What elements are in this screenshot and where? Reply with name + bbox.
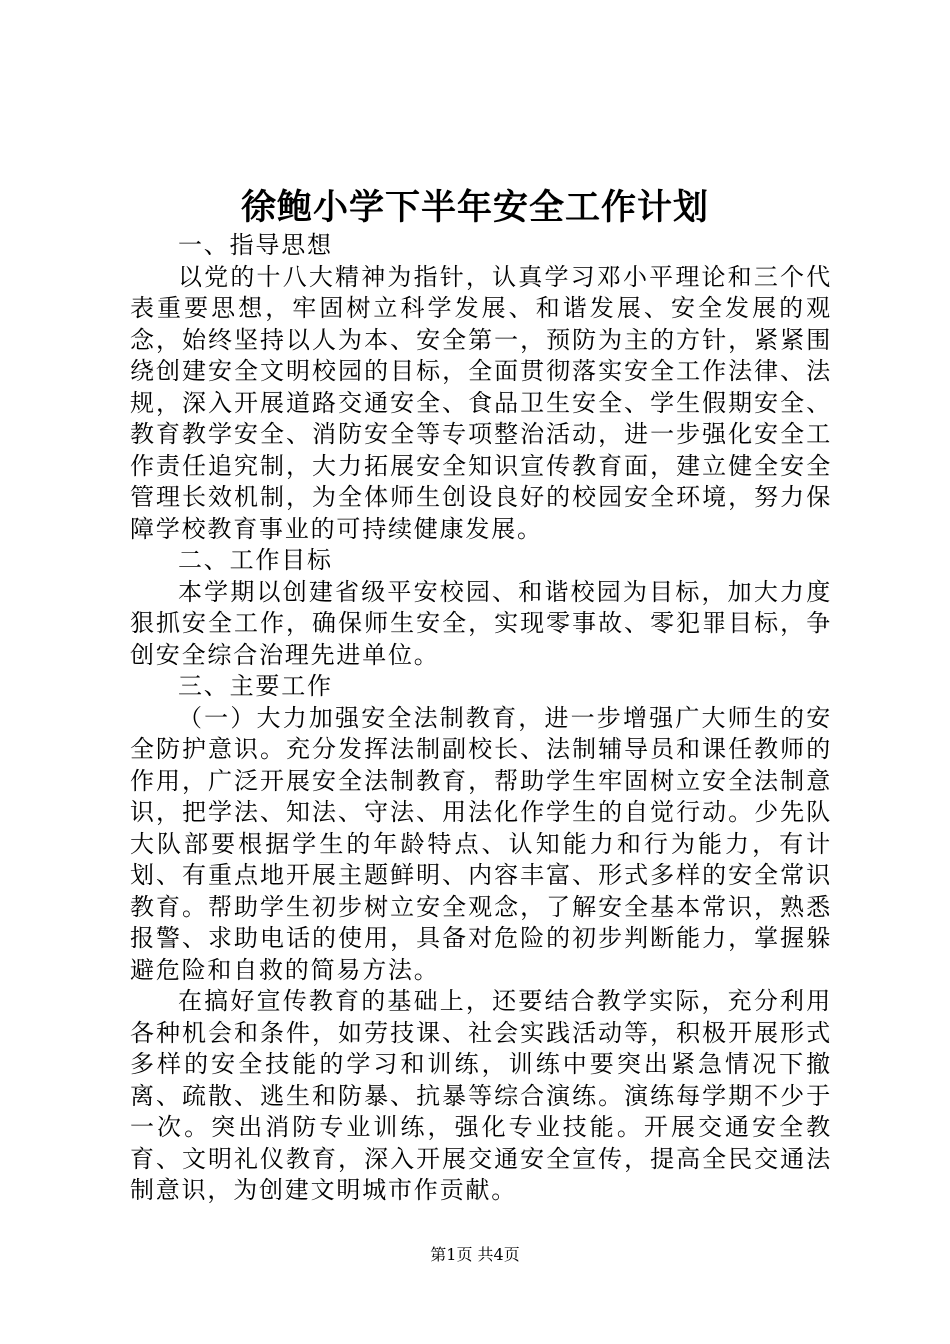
page-footer: 第1页 共4页 — [430, 1245, 520, 1264]
paragraph-legal-education: （一）大力加强安全法制教育，进一步增强广大师生的安全防护意识。充分发挥法制副校长、法制辅导员和课任教师的作用，广泛开展安全法制教育，帮助学生牢固树立安全法制意识，把学法、知法、守法、用法化作学生的自觉行动。少先队大队部要根据学生的年龄特点、认知能力和行为能力，有计划、有重点地开展主题鲜明、内容丰富、形式多样的安全常识教育。帮助学生初步树立安全观念，了解安全基本常识，熟悉报警、求助电话的使用，具备对危险的初步判断能力，掌握躲避危险和自救的简易方法。 — [130, 703, 832, 984]
paragraph-work-goals: 本学期以创建省级平安校园、和谐校园为目标，加大力度狠抓安全工作，确保师生安全，实现零事故、零犯罪目标，争创安全综合治理先进单位。 — [130, 577, 832, 669]
section-heading-work-goals: 二、工作目标 — [178, 546, 333, 574]
paragraph-guiding-ideology: 以党的十八大精神为指针，认真学习邓小平理论和三个代表重要思想，牢固树立科学发展、和谐发展、安全发展的观念，始终坚持以人为本、安全第一，预防为主的方针，紧紧围绕创建安全文明校园的目标，全面贯彻落实安全工作法律、法规，深入开展道路交通安全、食品卫生安全、学生假期安全、教育教学安全、消防安全等专项整治活动，进一步强化安全工作责任追究制，大力拓展安全知识宣传教育面，建立健全安全管理长效机制，为全体师生创设良好的校园安全环境，努力保障学校教育事业的可持续健康发展。 — [130, 262, 832, 543]
section-heading-main-work: 三、主要工作 — [178, 672, 333, 700]
section-heading-guiding-ideology: 一、指导思想 — [178, 231, 333, 259]
document-title: 徐鲍小学下半年安全工作计划 — [240, 188, 709, 228]
document-body — [130, 230, 832, 1207]
paragraph-safety-skills: 在搞好宣传教育的基础上，还要结合教学实际，充分利用各种机会和条件，如劳技课、社会实践活动等，积极开展形式多样的安全技能的学习和训练，训练中要突出紧急情况下撤离、疏散、逃生和防暴、抗暴等综合演练。演练每学期不少于一次。突出消防专业训练，强化专业技能。开展交通安全教育、文明礼仪教育，深入开展交通安全宣传，提高全民交通法制意识，为创建文明城市作贡献。 — [130, 987, 832, 1204]
